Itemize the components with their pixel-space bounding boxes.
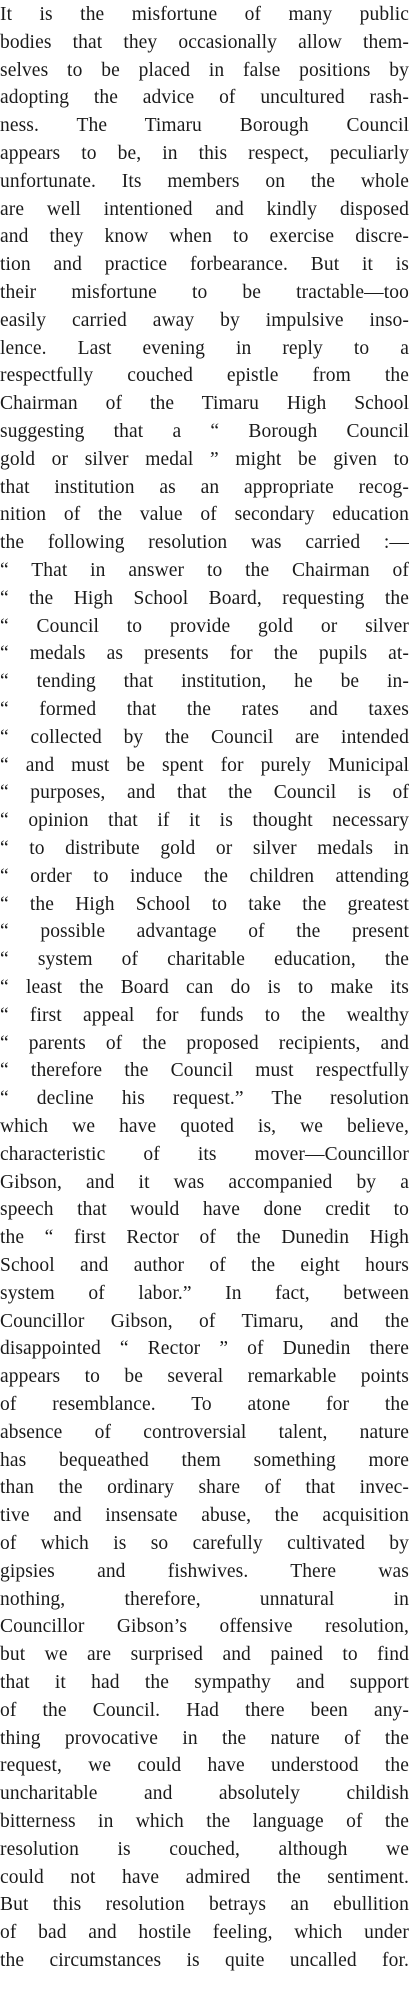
article-line: “ tending that institution, he be in- — [0, 671, 409, 693]
article-line: the circumstances is quite uncalled for. — [0, 1950, 409, 1971]
article-line: system of labor.” In fact, between — [0, 1282, 409, 1304]
article-line: uncharitable and absolutely childish — [0, 1783, 409, 1805]
article-line: unfortunate. Its members on the whole — [0, 170, 409, 192]
article-line: has bequeathed them something more — [0, 1449, 409, 1471]
article-line: “ the High School Board, requesting the — [0, 587, 409, 609]
article-line: than the ordinary share of that invec- — [0, 1477, 409, 1499]
article-line: disappointed “ Rector ” of Dunedin there — [0, 1338, 409, 1360]
article-line: “ first appeal for funds to the wealthy — [0, 1004, 409, 1026]
article-line: absence of controversial talent, nature — [0, 1421, 409, 1443]
article-line: School and author of the eight hours — [0, 1255, 409, 1276]
article-line: gold or silver medal ” might be given to — [0, 448, 409, 470]
article-line: tion and practice forbearance. But it is — [0, 254, 409, 276]
article-line: “ formed that the rates and taxes — [0, 699, 409, 720]
article-line: “ therefore the Council must respectfully — [0, 1060, 409, 1082]
article-line: “ system of charitable education, the — [0, 949, 409, 971]
article-line: bitterness in which the language of the — [0, 1811, 409, 1832]
article-line: “ Council to provide gold or silver — [0, 615, 409, 637]
article-line: suggesting that a “ Borough Council — [0, 421, 409, 442]
article-line: “ That in answer to the Chairman of — [0, 560, 409, 581]
article-line: “ possible advantage of the present — [0, 921, 409, 943]
article-line: easily carried away by impulsive inso- — [0, 309, 409, 331]
article-line: that it had the sympathy and support — [0, 1672, 409, 1693]
article-line: characteristic of its mover—Councillor — [0, 1143, 409, 1165]
article-line: “ purposes, and that the Council is of — [0, 782, 409, 804]
article-line: “ to distribute gold or silver medals in — [0, 838, 409, 859]
article-line: the “ first Rector of the Dunedin High — [0, 1227, 409, 1249]
article-line: appears to be several remarkable points — [0, 1366, 409, 1388]
article-line: of bad and hostile feeling, which under — [0, 1922, 409, 1944]
article-line: resolution is couched, although we — [0, 1838, 409, 1860]
article-line: their misfortune to be tractable—too — [0, 282, 409, 303]
article-line: selves to be placed in false positions by — [0, 59, 409, 81]
article-line: the following resolution was carried :— — [0, 532, 409, 554]
article-line: nition of the value of secondary education — [0, 504, 409, 526]
article-line: “ parents of the proposed recipients, and — [0, 1032, 409, 1054]
article-line: tive and insensate abuse, the acquisition — [0, 1505, 409, 1527]
article-line: bodies that they occasionally allow them- — [0, 31, 409, 53]
article-line: “ collected by the Council are intended — [0, 726, 409, 748]
article-line: of the Council. Had there been any- — [0, 1699, 409, 1721]
article-line: “ and must be spent for purely Municipal — [0, 754, 409, 776]
article-line: adopting the advice of uncultured rash- — [0, 87, 409, 109]
article-line: could not have admired the sentiment. — [0, 1866, 409, 1888]
article-line: nothing, therefore, unnatural in — [0, 1588, 409, 1610]
article-line: but we are surprised and pained to find — [0, 1644, 409, 1666]
article-line: Gibson, and it was accompanied by a — [0, 1171, 409, 1193]
article-line: that institution as an appropriate recog- — [0, 476, 409, 498]
article-line: speech that would have done credit to — [0, 1199, 409, 1221]
article-line: lence. Last evening in reply to a — [0, 337, 409, 359]
article-line: are well intentioned and kindly disposed — [0, 198, 409, 220]
article-line: “ decline his request.” The resolution — [0, 1088, 409, 1110]
article-line: request, we could have understood the — [0, 1755, 409, 1777]
article-line: “ order to induce the children attending — [0, 865, 409, 887]
article-line: and they know when to exercise discre- — [0, 226, 409, 248]
article-line: Chairman of the Timaru High School — [0, 393, 409, 415]
article-line: “ the High School to take the greatest — [0, 893, 409, 915]
article-line: ness. The Timaru Borough Council — [0, 115, 409, 137]
article-line: “ opinion that if it is thought necessary — [0, 810, 409, 832]
article-line: gipsies and fishwives. There was — [0, 1560, 409, 1582]
article-line: Councillor Gibson, of Timaru, and the — [0, 1310, 409, 1332]
article-line: of resemblance. To atone for the — [0, 1394, 409, 1415]
article-line: But this resolution betrays an ebullition — [0, 1894, 409, 1916]
article-line: appears to be, in this respect, peculiarly — [0, 143, 409, 164]
article-line: which we have quoted is, we believe, — [0, 1116, 409, 1137]
article-line: “ medals as presents for the pupils at- — [0, 643, 409, 665]
article-line: “ least the Board can do is to make its — [0, 977, 409, 998]
article-line: of which is so carefully cultivated by — [0, 1533, 409, 1554]
article-line: respectfully couched epistle from the — [0, 365, 409, 387]
article-line: thing provocative in the nature of the — [0, 1727, 409, 1749]
article-line: It is the misfortune of many public — [0, 4, 409, 25]
article-line: Councillor Gibson’s offensive resolution, — [0, 1616, 409, 1638]
